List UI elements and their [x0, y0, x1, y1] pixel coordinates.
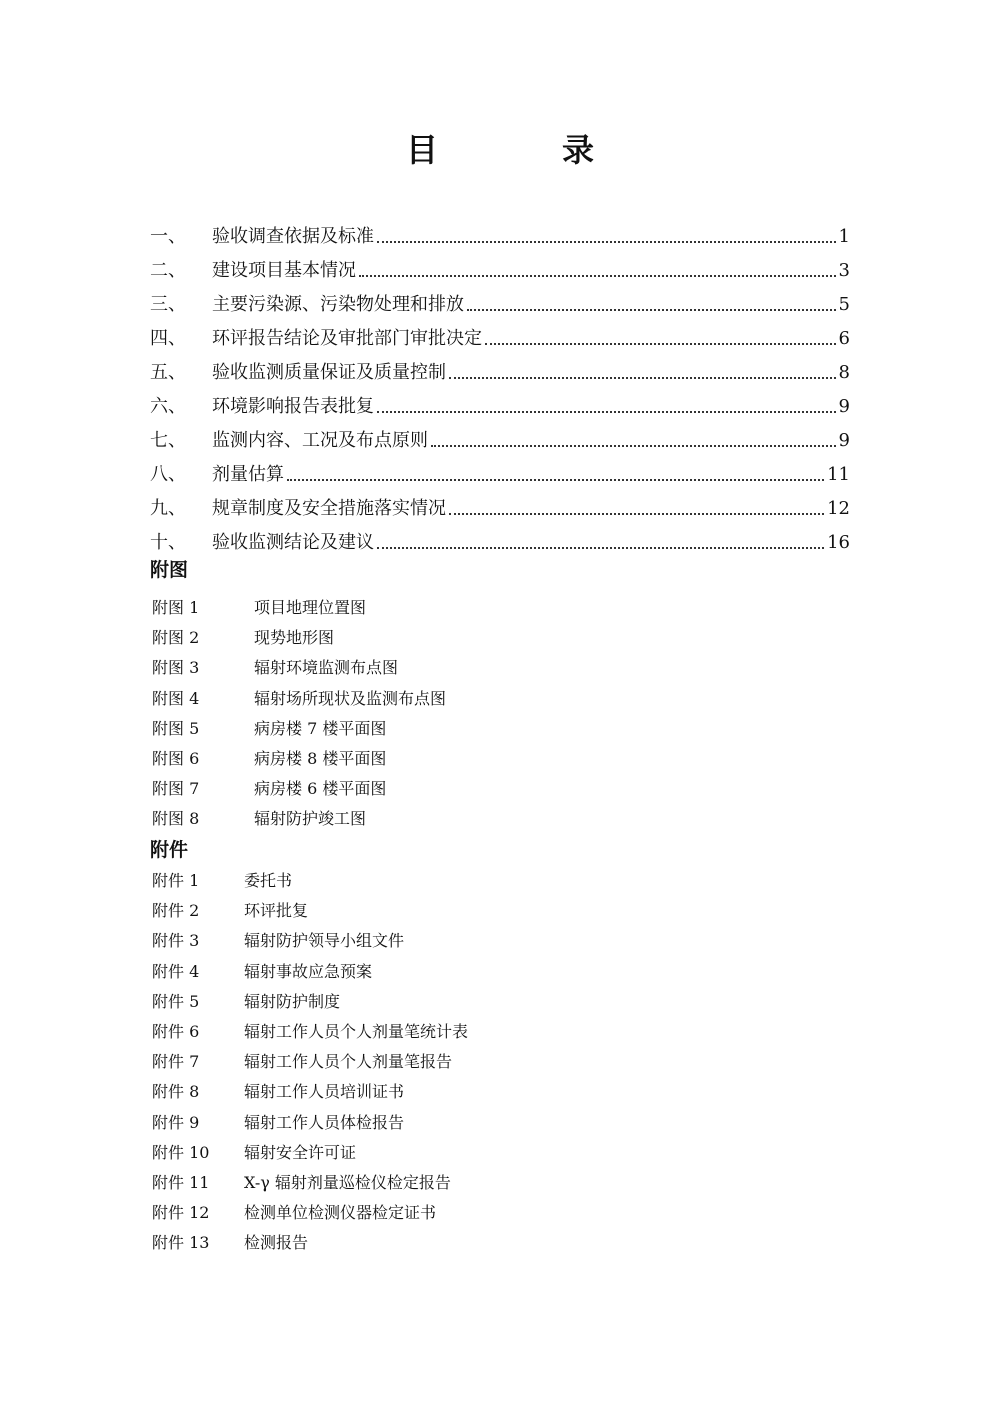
toc-dot-leader — [377, 547, 824, 549]
attachment-item — [152, 987, 468, 1017]
figure-title: 辐射防护竣工图 — [254, 809, 367, 829]
figure-code: 附图 7 — [152, 779, 200, 799]
attachment-title: 辐射防护制度 — [244, 991, 341, 1011]
toc-entry-page: 3 — [838, 260, 850, 281]
attachment-title: X-γ 辐射剂量巡检仪检定报告 — [244, 1172, 451, 1192]
toc-entry — [150, 487, 850, 521]
toc-entry — [150, 215, 850, 249]
figure-title: 辐射场所现状及监测布点图 — [254, 688, 447, 708]
toc-entry-title: 环评报告结论及审批部门审批决定 — [212, 328, 482, 349]
figure-code: 附图 5 — [152, 718, 200, 738]
attachment-item — [152, 926, 468, 956]
toc-entry-title: 环境影响报告表批复 — [212, 396, 374, 417]
toc-entry — [150, 521, 850, 555]
table-of-contents — [150, 215, 850, 555]
figure-title: 项目地理位置图 — [254, 598, 367, 618]
figure-code: 附图 6 — [152, 749, 200, 769]
figure-title: 病房楼 7 楼平面图 — [254, 718, 387, 738]
attachment-title: 辐射防护领导小组文件 — [244, 931, 405, 951]
toc-entry-number: 一、 — [150, 226, 186, 247]
toc-entry-number: 三、 — [150, 294, 186, 315]
figures-list — [152, 593, 446, 835]
figure-title: 辐射环境监测布点图 — [254, 658, 399, 678]
toc-entry-number: 五、 — [150, 362, 186, 383]
toc-entry-title: 验收调查依据及标准 — [212, 226, 374, 247]
toc-entry-number: 八、 — [150, 464, 186, 485]
figure-item — [152, 684, 446, 714]
attachment-code: 附件 5 — [152, 991, 200, 1011]
attachment-code: 附件 4 — [152, 961, 200, 981]
toc-dot-leader — [485, 343, 836, 345]
attachment-item — [152, 866, 468, 896]
attachment-title: 委托书 — [244, 871, 293, 891]
attachment-code: 附件 11 — [152, 1172, 210, 1192]
toc-dot-leader — [467, 309, 836, 311]
toc-entry-page: 9 — [838, 430, 850, 451]
toc-dot-leader — [431, 445, 836, 447]
figure-code: 附图 1 — [152, 598, 200, 618]
attachment-code: 附件 3 — [152, 931, 200, 951]
attachment-title: 辐射工作人员个人剂量笔统计表 — [244, 1022, 469, 1042]
attachment-title: 检测报告 — [244, 1233, 309, 1253]
toc-entry — [150, 283, 850, 317]
attachment-item — [152, 1228, 468, 1258]
attachment-code: 附件 10 — [152, 1142, 210, 1162]
toc-entry-title: 剂量估算 — [212, 464, 284, 485]
attachment-code: 附件 13 — [152, 1233, 210, 1253]
figure-title: 病房楼 8 楼平面图 — [254, 749, 387, 769]
attachment-title: 辐射工作人员培训证书 — [244, 1082, 405, 1102]
figure-code: 附图 4 — [152, 688, 200, 708]
attachment-code: 附件 7 — [152, 1052, 200, 1072]
toc-dot-leader — [359, 275, 836, 277]
figure-item — [152, 744, 446, 774]
toc-entry-title: 验收监测结论及建议 — [212, 532, 374, 553]
toc-entry-number: 六、 — [150, 396, 186, 417]
attachment-item — [152, 1047, 468, 1077]
attachment-item — [152, 1017, 468, 1047]
toc-entry-number: 十、 — [150, 532, 186, 553]
figure-item — [152, 804, 446, 834]
toc-entry — [150, 419, 850, 453]
toc-entry-number: 二、 — [150, 260, 186, 281]
attachment-item — [152, 1077, 468, 1107]
attachment-item — [152, 1138, 468, 1168]
toc-entry-title: 规章制度及安全措施落实情况 — [212, 498, 446, 519]
toc-entry-title: 主要污染源、污染物处理和排放 — [212, 294, 464, 315]
attachment-item — [152, 1198, 468, 1228]
attachment-item — [152, 1168, 468, 1198]
toc-entry-page: 9 — [838, 396, 850, 417]
attachment-code: 附件 1 — [152, 871, 200, 891]
attachment-item — [152, 896, 468, 926]
attachment-item — [152, 957, 468, 987]
attachment-title: 辐射安全许可证 — [244, 1142, 357, 1162]
figure-item — [152, 774, 446, 804]
toc-entry-page: 12 — [827, 498, 850, 519]
figures-heading: 附图 — [150, 559, 189, 581]
attachment-title: 辐射工作人员个人剂量笔报告 — [244, 1052, 453, 1072]
toc-entry — [150, 317, 850, 351]
figure-item — [152, 714, 446, 744]
toc-dot-leader — [377, 411, 836, 413]
figure-title: 现势地形图 — [254, 628, 335, 648]
toc-entry-title: 验收监测质量保证及质量控制 — [212, 362, 446, 383]
toc-dot-leader — [287, 479, 824, 481]
toc-entry-page: 8 — [838, 362, 850, 383]
page-title: 目 录 — [405, 131, 640, 169]
toc-entry-page: 16 — [827, 532, 850, 553]
toc-entry — [150, 351, 850, 385]
attachment-title: 辐射事故应急预案 — [244, 961, 373, 981]
attachment-title: 辐射工作人员体检报告 — [244, 1112, 405, 1132]
attachment-code: 附件 6 — [152, 1022, 200, 1042]
toc-dot-leader — [449, 513, 824, 515]
toc-entry-page: 1 — [838, 226, 850, 247]
toc-entry-title: 建设项目基本情况 — [212, 260, 356, 281]
attachment-title: 环评批复 — [244, 901, 309, 921]
attachment-code: 附件 2 — [152, 901, 200, 921]
toc-entry — [150, 385, 850, 419]
attachment-title: 检测单位检测仪器检定证书 — [244, 1203, 437, 1223]
toc-dot-leader — [377, 241, 836, 243]
toc-dot-leader — [449, 377, 836, 379]
figure-item — [152, 653, 446, 683]
figure-title: 病房楼 6 楼平面图 — [254, 779, 387, 799]
toc-entry-title: 监测内容、工况及布点原则 — [212, 430, 428, 451]
attachments-list — [152, 866, 468, 1258]
attachment-code: 附件 12 — [152, 1203, 210, 1223]
toc-entry-page: 6 — [838, 328, 850, 349]
attachments-heading: 附件 — [150, 839, 189, 861]
toc-entry-number: 九、 — [150, 498, 186, 519]
toc-entry — [150, 453, 850, 487]
attachment-item — [152, 1108, 468, 1138]
toc-entry — [150, 249, 850, 283]
attachment-code: 附件 9 — [152, 1112, 200, 1132]
figure-item — [152, 623, 446, 653]
figure-code: 附图 2 — [152, 628, 200, 648]
figure-item — [152, 593, 446, 623]
figure-code: 附图 8 — [152, 809, 200, 829]
toc-entry-page: 11 — [827, 464, 850, 485]
figure-code: 附图 3 — [152, 658, 200, 678]
toc-entry-number: 四、 — [150, 328, 186, 349]
attachment-code: 附件 8 — [152, 1082, 200, 1102]
toc-entry-page: 5 — [838, 294, 850, 315]
toc-entry-number: 七、 — [150, 430, 186, 451]
